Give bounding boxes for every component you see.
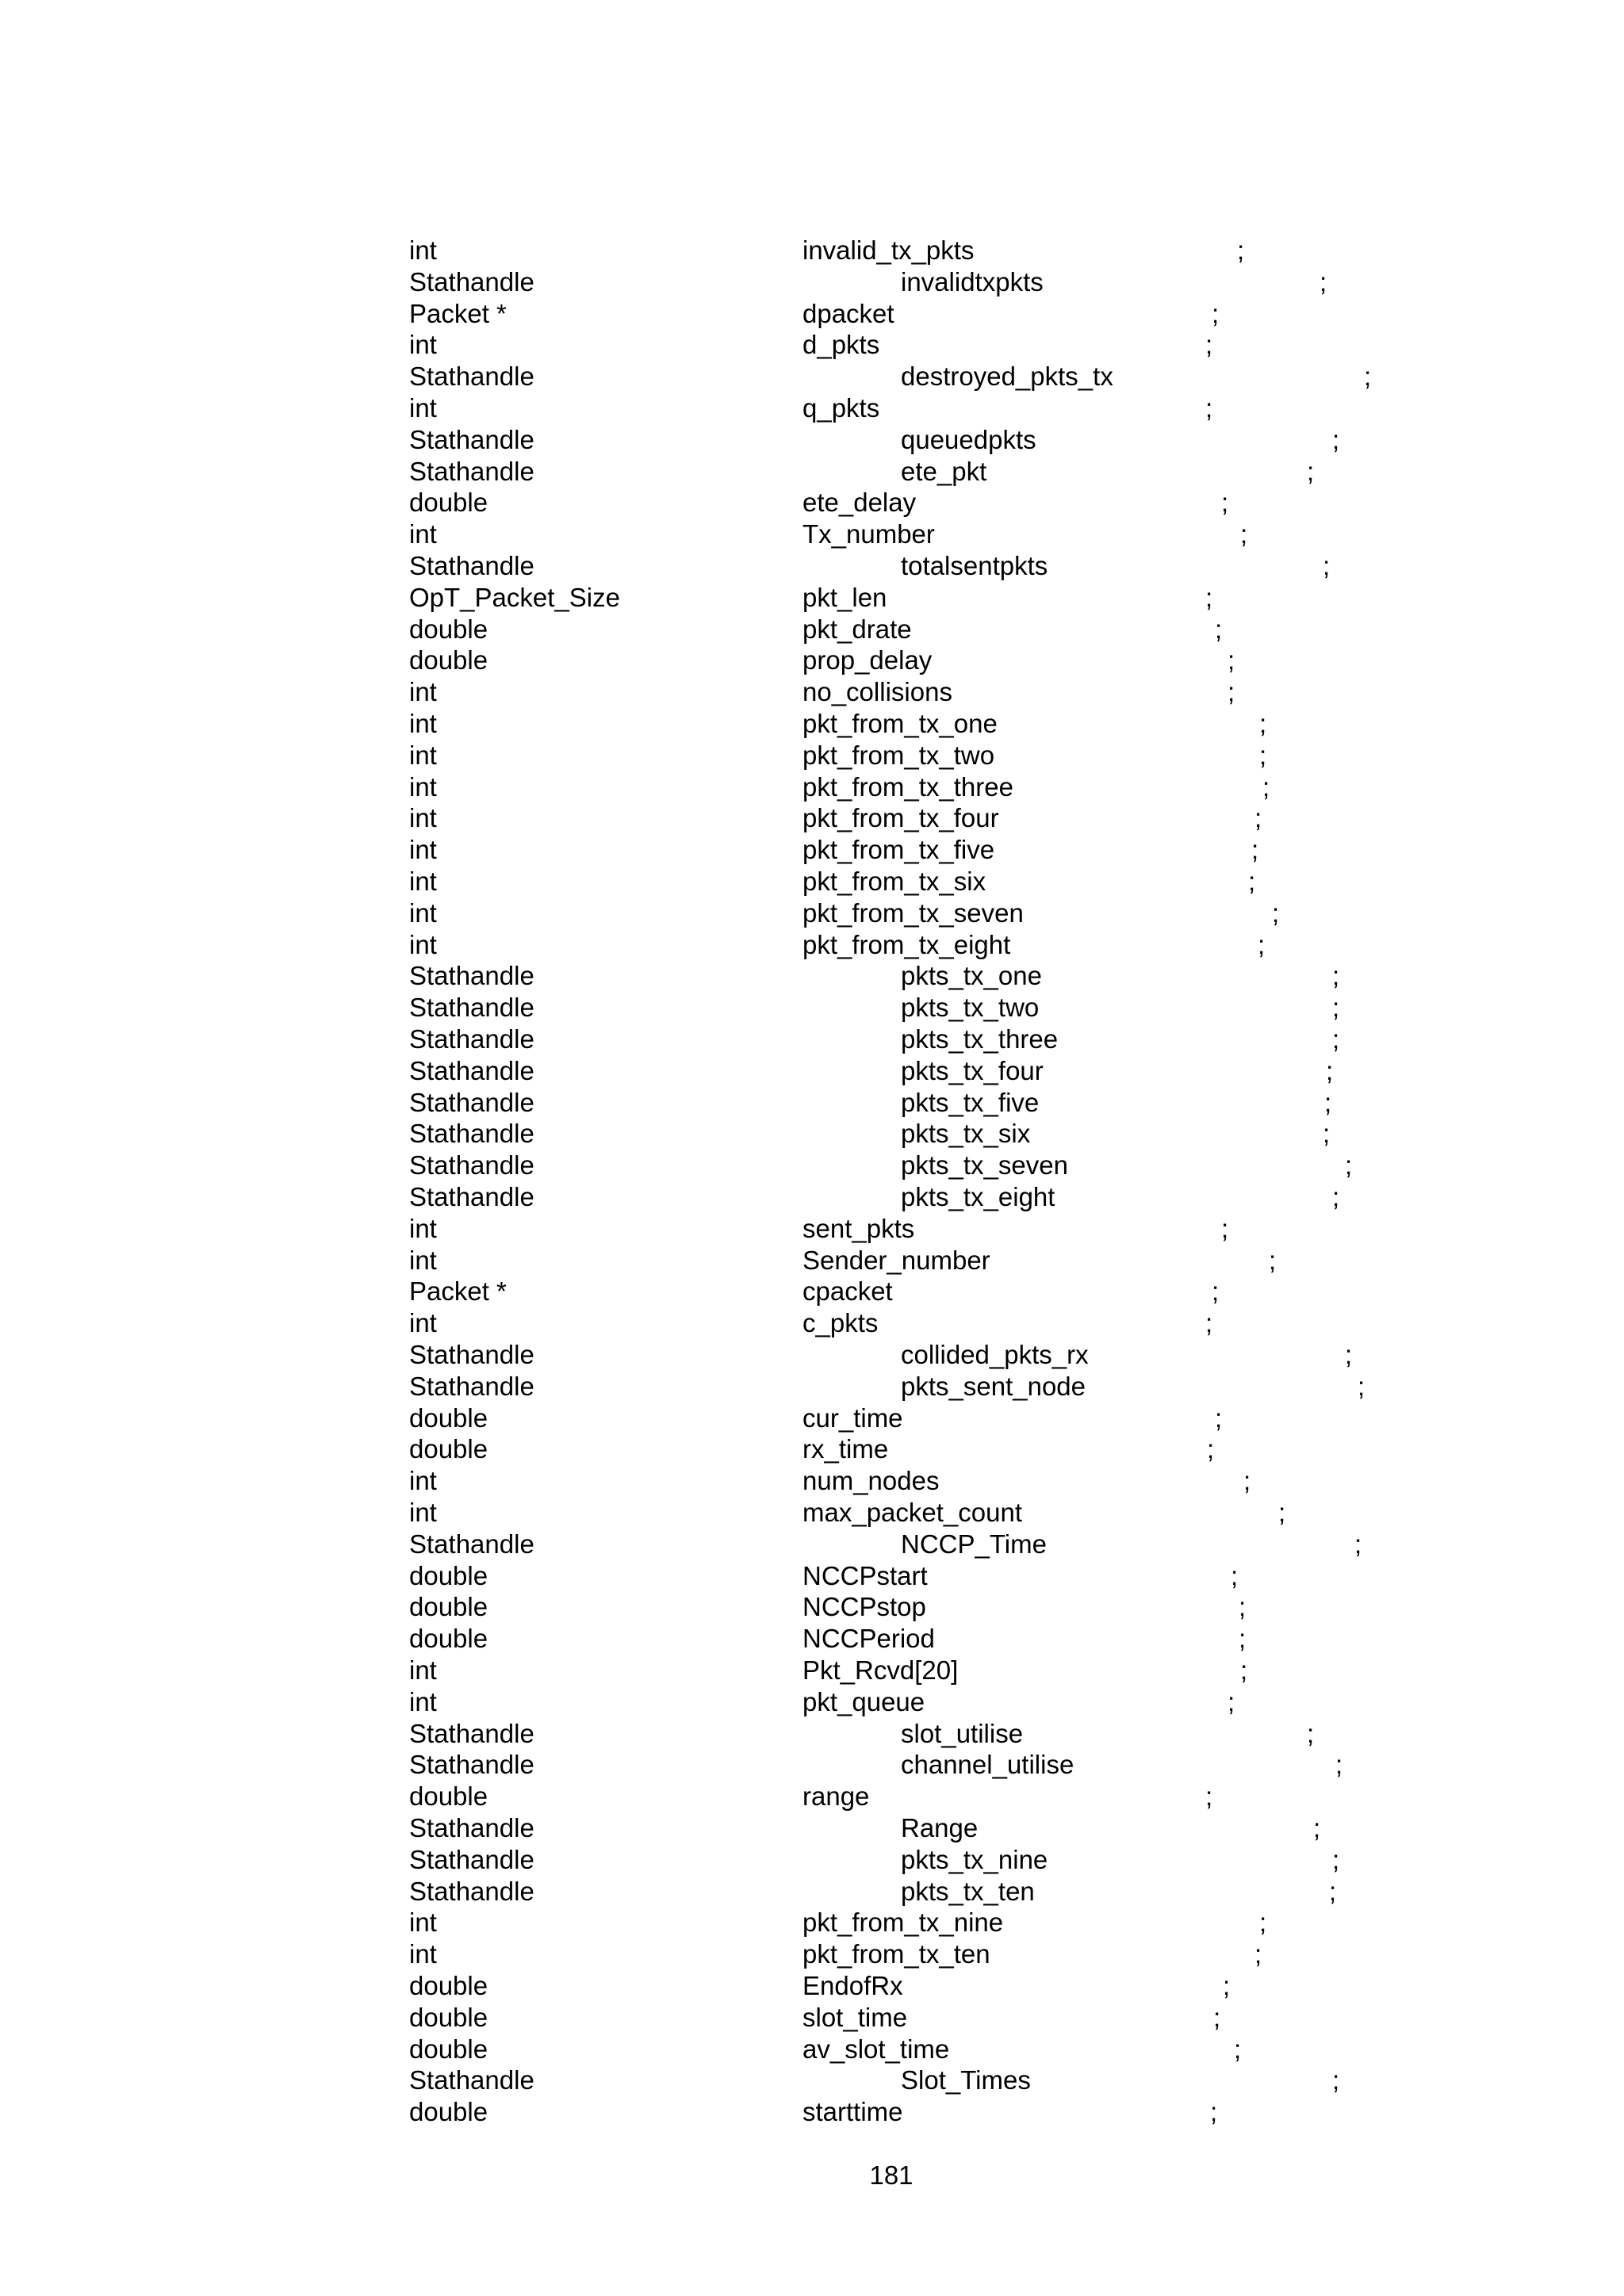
declaration-name: pkt_from_tx_six bbox=[802, 867, 986, 896]
declaration-name: invalidtxpkts bbox=[901, 267, 1044, 297]
declaration-type: double bbox=[409, 1781, 488, 1811]
declaration-semicolon: ; bbox=[1248, 867, 1256, 896]
declaration-row bbox=[0, 1938, 1624, 1970]
declaration-name: NCCPstop bbox=[802, 1592, 926, 1621]
declaration-type: Stathandle bbox=[409, 1119, 534, 1148]
declaration-name: pkts_tx_four bbox=[901, 1056, 1044, 1085]
declaration-row bbox=[0, 456, 1624, 488]
declaration-semicolon: ; bbox=[1354, 1529, 1362, 1559]
declaration-row bbox=[0, 1245, 1624, 1276]
declaration-type: Stathandle bbox=[409, 1024, 534, 1054]
declaration-type: int bbox=[409, 1687, 437, 1716]
declaration-type: Stathandle bbox=[409, 362, 534, 391]
declaration-type: Stathandle bbox=[409, 1150, 534, 1180]
declaration-semicolon: ; bbox=[1323, 1119, 1331, 1148]
declaration-row bbox=[0, 834, 1624, 866]
declaration-type: double bbox=[409, 1624, 488, 1653]
declaration-row bbox=[0, 1844, 1624, 1876]
declaration-type: Stathandle bbox=[409, 1813, 534, 1843]
declaration-type: Packet * bbox=[409, 1276, 507, 1306]
declaration-row bbox=[0, 771, 1624, 803]
declaration-name: pkts_tx_eight bbox=[901, 1182, 1055, 1211]
declaration-type: Stathandle bbox=[409, 267, 534, 297]
declaration-name: range bbox=[802, 1781, 870, 1811]
declaration-semicolon: ; bbox=[1323, 551, 1331, 580]
declaration-semicolon: ; bbox=[1254, 1939, 1262, 1969]
declaration-semicolon: ; bbox=[1332, 961, 1340, 990]
declaration-type: int bbox=[409, 740, 437, 770]
declaration-row bbox=[0, 1560, 1624, 1592]
declaration-name: pkts_tx_two bbox=[901, 993, 1040, 1022]
declaration-type: int bbox=[409, 677, 437, 706]
declaration-row bbox=[0, 1655, 1624, 1686]
declaration-type: int bbox=[409, 1308, 437, 1337]
declaration-row bbox=[0, 487, 1624, 519]
declaration-row bbox=[0, 298, 1624, 330]
declaration-type: int bbox=[409, 1655, 437, 1685]
declaration-type: int bbox=[409, 803, 437, 832]
declaration-type: Stathandle bbox=[409, 1182, 534, 1211]
declaration-semicolon: ; bbox=[1329, 1877, 1337, 1906]
declaration-semicolon: ; bbox=[1215, 614, 1223, 644]
declaration-semicolon: ; bbox=[1335, 1750, 1343, 1779]
declaration-name: pkts_tx_one bbox=[901, 961, 1042, 990]
declaration-semicolon: ; bbox=[1205, 583, 1213, 612]
declaration-row bbox=[0, 392, 1624, 424]
declaration-name: pkt_len bbox=[802, 583, 887, 612]
declaration-name: pkt_from_tx_two bbox=[802, 740, 995, 770]
declaration-semicolon: ; bbox=[1221, 1214, 1229, 1243]
declaration-name: ete_delay bbox=[802, 488, 917, 517]
declaration-row bbox=[0, 582, 1624, 614]
declaration-name: pkt_from_tx_nine bbox=[802, 1908, 1004, 1937]
declaration-semicolon: ; bbox=[1259, 740, 1267, 770]
declaration-row bbox=[0, 1024, 1624, 1055]
declaration-row bbox=[0, 802, 1624, 834]
declaration-name: d_pkts bbox=[802, 330, 880, 359]
declaration-row bbox=[0, 676, 1624, 708]
declaration-name: totalsentpkts bbox=[901, 551, 1048, 580]
declaration-name: channel_utilise bbox=[901, 1750, 1074, 1779]
page-number: 181 bbox=[869, 2160, 914, 2190]
declaration-semicolon: ; bbox=[1251, 835, 1259, 864]
declaration-name: pkts_tx_six bbox=[901, 1119, 1031, 1148]
declaration-semicolon: ; bbox=[1324, 1088, 1332, 1117]
declaration-name: pkt_drate bbox=[802, 614, 912, 644]
declaration-semicolon: ; bbox=[1258, 930, 1266, 959]
declaration-type: double bbox=[409, 2097, 488, 2126]
declaration-semicolon: ; bbox=[1259, 709, 1267, 738]
declaration-semicolon: ; bbox=[1240, 519, 1248, 549]
declaration-row bbox=[0, 1812, 1624, 1844]
declaration-semicolon: ; bbox=[1237, 235, 1245, 265]
declaration-type: int bbox=[409, 1908, 437, 1937]
declaration-type: double bbox=[409, 645, 488, 675]
declaration-type: Stathandle bbox=[409, 1088, 534, 1117]
declaration-type: int bbox=[409, 1939, 437, 1969]
declaration-semicolon: ; bbox=[1205, 393, 1213, 423]
declaration-semicolon: ; bbox=[1313, 1813, 1321, 1843]
declaration-semicolon: ; bbox=[1205, 1781, 1213, 1811]
declaration-row bbox=[0, 1150, 1624, 1181]
declaration-semicolon: ; bbox=[1212, 1276, 1220, 1306]
declaration-name: invalid_tx_pkts bbox=[802, 235, 975, 265]
declaration-name: pkts_tx_three bbox=[901, 1024, 1059, 1054]
declaration-semicolon: ; bbox=[1326, 1056, 1334, 1085]
declaration-row bbox=[0, 550, 1624, 582]
declaration-semicolon: ; bbox=[1239, 1592, 1247, 1621]
declaration-name: no_collisions bbox=[802, 677, 952, 706]
declaration-semicolon: ; bbox=[1262, 772, 1270, 802]
declaration-name: prop_delay bbox=[802, 645, 933, 675]
declaration-semicolon: ; bbox=[1332, 1182, 1340, 1211]
declaration-row bbox=[0, 235, 1624, 266]
declaration-row bbox=[0, 1623, 1624, 1655]
declaration-row bbox=[0, 1465, 1624, 1497]
declaration-name: pkts_sent_node bbox=[901, 1372, 1086, 1401]
declaration-type: int bbox=[409, 235, 437, 265]
declaration-type: int bbox=[409, 330, 437, 359]
declaration-row bbox=[0, 1686, 1624, 1718]
declaration-semicolon: ; bbox=[1221, 488, 1229, 517]
declaration-row bbox=[0, 519, 1624, 550]
declaration-semicolon: ; bbox=[1332, 2065, 1340, 2095]
declaration-semicolon: ; bbox=[1240, 1655, 1248, 1685]
declaration-type: int bbox=[409, 898, 437, 928]
declaration-name: destroyed_pkts_tx bbox=[901, 362, 1113, 391]
declaration-semicolon: ; bbox=[1215, 1403, 1223, 1433]
declaration-type: int bbox=[409, 1466, 437, 1495]
declaration-type: int bbox=[409, 835, 437, 864]
declaration-name: pkt_from_tx_ten bbox=[802, 1939, 990, 1969]
declaration-name: dpacket bbox=[802, 299, 894, 328]
declaration-type: int bbox=[409, 709, 437, 738]
declaration-semicolon: ; bbox=[1278, 1498, 1286, 1527]
declaration-row bbox=[0, 929, 1624, 961]
declaration-type: int bbox=[409, 1246, 437, 1275]
declaration-name: Sender_number bbox=[802, 1246, 990, 1275]
declaration-name: q_pkts bbox=[802, 393, 880, 423]
declaration-type: int bbox=[409, 393, 437, 423]
declaration-row bbox=[0, 1970, 1624, 2002]
declaration-name: pkt_from_tx_one bbox=[802, 709, 998, 738]
declaration-row bbox=[0, 1402, 1624, 1434]
declaration-row bbox=[0, 2002, 1624, 2034]
declaration-semicolon: ; bbox=[1259, 1908, 1267, 1937]
declaration-name: pkt_from_tx_five bbox=[802, 835, 995, 864]
declaration-name: ete_pkt bbox=[901, 457, 987, 486]
declaration-type: Stathandle bbox=[409, 993, 534, 1022]
declaration-type: Stathandle bbox=[409, 1750, 534, 1779]
declaration-type: Stathandle bbox=[409, 551, 534, 580]
declaration-type: Stathandle bbox=[409, 961, 534, 990]
declaration-semicolon: ; bbox=[1243, 1466, 1251, 1495]
declaration-name: cur_time bbox=[802, 1403, 903, 1433]
declaration-name: c_pkts bbox=[802, 1308, 879, 1337]
declaration-type: double bbox=[409, 1434, 488, 1464]
declaration-row bbox=[0, 866, 1624, 897]
declaration-semicolon: ; bbox=[1228, 645, 1235, 675]
declaration-row bbox=[0, 740, 1624, 771]
declaration-row bbox=[0, 1213, 1624, 1245]
declaration-semicolon: ; bbox=[1234, 2034, 1242, 2064]
declaration-semicolon: ; bbox=[1207, 1434, 1215, 1464]
declaration-name: num_nodes bbox=[802, 1466, 940, 1495]
declaration-semicolon: ; bbox=[1332, 993, 1340, 1022]
declaration-name: rx_time bbox=[802, 1434, 889, 1464]
declaration-row bbox=[0, 1749, 1624, 1781]
declaration-row bbox=[0, 645, 1624, 676]
declaration-row bbox=[0, 897, 1624, 929]
declaration-row bbox=[0, 1181, 1624, 1213]
declaration-name: slot_utilise bbox=[901, 1719, 1024, 1748]
declaration-name: slot_time bbox=[802, 2003, 908, 2032]
declaration-name: pkt_queue bbox=[802, 1687, 925, 1716]
declaration-semicolon: ; bbox=[1213, 2003, 1221, 2032]
declaration-row bbox=[0, 1433, 1624, 1465]
declaration-row bbox=[0, 1497, 1624, 1529]
declaration-name: EndofRx bbox=[802, 1971, 903, 2000]
declaration-type: Stathandle bbox=[409, 1719, 534, 1748]
declaration-semicolon: ; bbox=[1307, 1719, 1315, 1748]
declaration-type: Stathandle bbox=[409, 1877, 534, 1906]
declaration-name: Tx_number bbox=[802, 519, 935, 549]
declaration-row bbox=[0, 708, 1624, 740]
declaration-semicolon: ; bbox=[1358, 1372, 1365, 1401]
declaration-semicolon: ; bbox=[1272, 898, 1280, 928]
declaration-name: Pkt_Rcvd[20] bbox=[802, 1655, 959, 1685]
declaration-semicolon: ; bbox=[1205, 1308, 1213, 1337]
declaration-semicolon: ; bbox=[1231, 1561, 1239, 1590]
declaration-semicolon: ; bbox=[1320, 267, 1327, 297]
declaration-semicolon: ; bbox=[1307, 457, 1315, 486]
declaration-type: double bbox=[409, 614, 488, 644]
declaration-type: OpT_Packet_Size bbox=[409, 583, 620, 612]
declaration-name: pkts_tx_nine bbox=[901, 1845, 1048, 1874]
declaration-row bbox=[0, 1907, 1624, 1938]
declaration-type: Stathandle bbox=[409, 1529, 534, 1559]
declaration-type: double bbox=[409, 2034, 488, 2064]
declaration-semicolon: ; bbox=[1228, 1687, 1235, 1716]
declaration-row bbox=[0, 2096, 1624, 2128]
declaration-name: cpacket bbox=[802, 1276, 893, 1306]
declaration-type: double bbox=[409, 1971, 488, 2000]
declaration-row bbox=[0, 266, 1624, 298]
declaration-semicolon: ; bbox=[1332, 1024, 1340, 1054]
declaration-name: pkts_tx_seven bbox=[901, 1150, 1068, 1180]
declaration-row bbox=[0, 992, 1624, 1024]
declaration-semicolon: ; bbox=[1345, 1340, 1353, 1369]
declaration-name: pkt_from_tx_eight bbox=[802, 930, 1011, 959]
declaration-semicolon: ; bbox=[1210, 2097, 1218, 2126]
declaration-row bbox=[0, 1781, 1624, 1812]
declaration-semicolon: ; bbox=[1239, 1624, 1247, 1653]
declaration-name: queuedpkts bbox=[901, 425, 1036, 454]
declaration-name: pkt_from_tx_seven bbox=[802, 898, 1024, 928]
declaration-name: NCCPeriod bbox=[802, 1624, 935, 1653]
declaration-semicolon: ; bbox=[1364, 362, 1372, 391]
declaration-name: pkt_from_tx_three bbox=[802, 772, 1013, 802]
declaration-row bbox=[0, 1055, 1624, 1087]
declaration-semicolon: ; bbox=[1212, 299, 1220, 328]
declaration-row bbox=[0, 1529, 1624, 1560]
declaration-row bbox=[0, 1876, 1624, 1908]
declaration-type: Stathandle bbox=[409, 457, 534, 486]
declaration-type: int bbox=[409, 1214, 437, 1243]
declaration-row bbox=[0, 1371, 1624, 1402]
declaration-name: max_packet_count bbox=[802, 1498, 1023, 1527]
declaration-row bbox=[0, 960, 1624, 992]
declaration-type: double bbox=[409, 1592, 488, 1621]
declaration-row bbox=[0, 1276, 1624, 1307]
declaration-semicolon: ; bbox=[1345, 1150, 1353, 1180]
declaration-type: int bbox=[409, 1498, 437, 1527]
declaration-type: double bbox=[409, 1561, 488, 1590]
declaration-type: int bbox=[409, 772, 437, 802]
declaration-name: starttime bbox=[802, 2097, 903, 2126]
declaration-type: Stathandle bbox=[409, 1056, 534, 1085]
declaration-name: NCCPstart bbox=[802, 1561, 928, 1590]
declaration-row bbox=[0, 2034, 1624, 2065]
declaration-row bbox=[0, 614, 1624, 645]
declaration-row bbox=[0, 1307, 1624, 1339]
declaration-row bbox=[0, 1718, 1624, 1750]
declaration-semicolon: ; bbox=[1332, 425, 1340, 454]
declaration-type: double bbox=[409, 488, 488, 517]
declaration-name: collided_pkts_rx bbox=[901, 1340, 1089, 1369]
declaration-row bbox=[0, 1118, 1624, 1150]
declaration-row bbox=[0, 1087, 1624, 1119]
declaration-row bbox=[0, 1339, 1624, 1371]
declaration-name: pkts_tx_five bbox=[901, 1088, 1040, 1117]
declaration-row bbox=[0, 1591, 1624, 1623]
declaration-row bbox=[0, 329, 1624, 361]
declaration-type: Packet * bbox=[409, 299, 507, 328]
declaration-row bbox=[0, 361, 1624, 392]
declaration-type: double bbox=[409, 1403, 488, 1433]
declaration-name: NCCP_Time bbox=[901, 1529, 1047, 1559]
declaration-semicolon: ; bbox=[1269, 1246, 1277, 1275]
declaration-type: int bbox=[409, 867, 437, 896]
declaration-type: double bbox=[409, 2003, 488, 2032]
declaration-name: Slot_Times bbox=[901, 2065, 1031, 2095]
declaration-type: Stathandle bbox=[409, 425, 534, 454]
declaration-type: Stathandle bbox=[409, 1845, 534, 1874]
declaration-semicolon: ; bbox=[1332, 1845, 1340, 1874]
declaration-type: int bbox=[409, 519, 437, 549]
declaration-type: Stathandle bbox=[409, 2065, 534, 2095]
declaration-name: av_slot_time bbox=[802, 2034, 950, 2064]
declaration-name: pkt_from_tx_four bbox=[802, 803, 999, 832]
declaration-type: int bbox=[409, 930, 437, 959]
declaration-row bbox=[0, 2064, 1624, 2096]
declaration-type: Stathandle bbox=[409, 1372, 534, 1401]
declaration-semicolon: ; bbox=[1223, 1971, 1231, 2000]
declaration-semicolon: ; bbox=[1254, 803, 1262, 832]
declaration-name: Range bbox=[901, 1813, 979, 1843]
declaration-name: pkts_tx_ten bbox=[901, 1877, 1035, 1906]
declaration-row bbox=[0, 424, 1624, 456]
declaration-name: sent_pkts bbox=[802, 1214, 915, 1243]
declaration-type: Stathandle bbox=[409, 1340, 534, 1369]
declaration-semicolon: ; bbox=[1205, 330, 1213, 359]
declaration-semicolon: ; bbox=[1228, 677, 1235, 706]
